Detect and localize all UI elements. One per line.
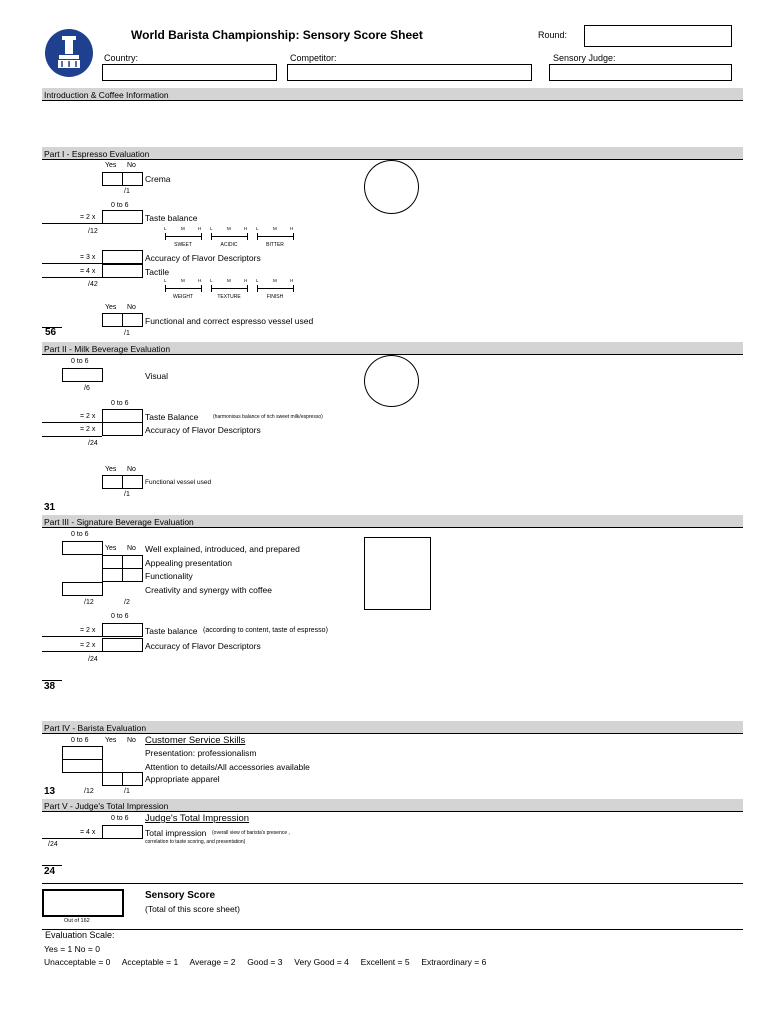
- scale-title: Evaluation Scale:: [45, 930, 115, 940]
- barista-item-3: Appropriate apparel: [145, 774, 220, 784]
- range-label: 0 to 6: [111, 202, 129, 209]
- part3-section-header: [42, 515, 743, 527]
- impression-label: Total impression: [145, 828, 207, 838]
- part2-section-header: [42, 342, 743, 354]
- subtotal-label: /12: [84, 599, 94, 606]
- vessel-label: Functional and correct espresso vessel used: [145, 316, 314, 326]
- customer-service-title: Customer Service Skills: [145, 735, 246, 746]
- multiplier-label: = 2 x: [80, 642, 96, 649]
- score-line: [42, 223, 102, 224]
- professionalism-score-box[interactable]: [62, 746, 103, 760]
- divider: [42, 733, 743, 734]
- high-mark: H: [290, 226, 294, 231]
- signature-drawing-box: [364, 537, 431, 610]
- sig-item-3: Functionality: [145, 571, 193, 581]
- subtotal-label: /42: [88, 281, 98, 288]
- round-input[interactable]: [584, 25, 732, 47]
- weight-scale: [164, 278, 202, 304]
- part4-total: 13: [44, 786, 56, 797]
- sig-taste-score-box[interactable]: [102, 623, 143, 637]
- tactile-label: Tactile: [145, 267, 170, 277]
- subtotal-label: /12: [88, 228, 98, 235]
- total-line: [42, 327, 62, 328]
- impression-title: Judge's Total Impression: [145, 813, 250, 824]
- sig-item-4: Creativity and synergy with coffee: [145, 585, 272, 595]
- no-label: No: [127, 162, 136, 169]
- taste-balance-score-box[interactable]: [102, 210, 143, 224]
- part1-total: 56: [45, 327, 57, 338]
- medium-mark: M: [273, 278, 277, 283]
- tactile-score-box[interactable]: [102, 264, 143, 278]
- judge-label: Sensory Judge:: [553, 53, 616, 63]
- score-line: [42, 838, 102, 839]
- milk-vessel-no-box[interactable]: [122, 475, 143, 489]
- barista-item-2: Attention to details/All accessories available: [145, 762, 310, 772]
- part4-section-header: [42, 721, 743, 733]
- milk-taste-note: (harmonious balance of rich sweet milk/espresso): [213, 414, 323, 420]
- multiplier-label: = 3 x: [80, 254, 96, 261]
- sweet-scale: [164, 226, 202, 252]
- part3-heading: Part III - Signature Beverage Evaluation: [44, 517, 194, 527]
- score-line: [42, 436, 102, 437]
- apparel-yes-box[interactable]: [102, 772, 123, 786]
- milk-accuracy-score-box[interactable]: [102, 422, 143, 436]
- no-label: No: [127, 304, 136, 311]
- no-label: No: [127, 466, 136, 473]
- milk-taste-score-box[interactable]: [102, 409, 143, 423]
- intro-section-header: [42, 88, 743, 100]
- finish-scale-label: FINISH: [266, 294, 284, 300]
- details-score-box[interactable]: [62, 759, 103, 773]
- subtotal-label: /24: [88, 656, 98, 663]
- milk-vessel-label: Functional vessel used: [145, 479, 212, 486]
- range-label: 0 to 6: [111, 815, 129, 822]
- subtotal-label: /2: [124, 599, 130, 606]
- crema-yes-box[interactable]: [102, 172, 123, 186]
- multiplier-label: = 4 x: [80, 268, 96, 275]
- subtotal-label: /1: [124, 788, 130, 795]
- medium-mark: M: [227, 226, 231, 231]
- judge-input[interactable]: [549, 64, 732, 81]
- intro-heading: Introduction & Coffee Information: [44, 90, 169, 100]
- score-line: [42, 636, 102, 637]
- taste-balance-label: Taste balance: [145, 213, 198, 223]
- scale-yesno: Yes = 1 No = 0: [44, 944, 100, 954]
- crema-circle: [364, 160, 419, 214]
- sensory-score-subtitle: (Total of this score sheet): [145, 904, 240, 914]
- acidic-scale-label: ACIDIC: [220, 242, 238, 248]
- score-line: [42, 263, 102, 264]
- yes-label: Yes: [105, 545, 117, 552]
- low-mark: L: [164, 278, 167, 283]
- page-title: World Barista Championship: Sensory Score Sheet: [131, 28, 423, 42]
- bitter-scale-label: BITTER: [266, 242, 284, 248]
- explained-score-box[interactable]: [62, 541, 103, 555]
- low-mark: L: [210, 226, 213, 231]
- high-mark: H: [198, 226, 202, 231]
- yes-label: Yes: [105, 304, 117, 311]
- bitter-scale: [256, 226, 294, 252]
- range-label: 0 to 6: [71, 358, 89, 365]
- range-label: 0 to 6: [111, 400, 129, 407]
- multiplier-label: = 2 x: [80, 627, 96, 634]
- visual-score-box[interactable]: [62, 368, 103, 382]
- creativity-score-box[interactable]: [62, 582, 103, 596]
- sig-accuracy-label: Accuracy of Flavor Descriptors: [145, 641, 261, 651]
- medium-mark: M: [181, 278, 185, 283]
- range-label: 0 to 6: [71, 531, 89, 538]
- sweet-scale-label: SWEET: [174, 242, 192, 248]
- part4-heading: Part IV - Barista Evaluation: [44, 723, 147, 733]
- finish-scale: [256, 278, 294, 304]
- wbc-logo: [45, 29, 93, 77]
- yes-label: Yes: [105, 737, 117, 744]
- low-mark: L: [256, 278, 259, 283]
- no-label: No: [127, 737, 136, 744]
- visual-label: Visual: [145, 371, 168, 381]
- functionality-no-box[interactable]: [122, 568, 143, 582]
- multiplier-label: = 2 x: [80, 426, 96, 433]
- milk-circle: [364, 355, 419, 407]
- multiplier-label: = 2 x: [80, 413, 96, 420]
- range-label: 0 to 6: [111, 613, 129, 620]
- sensory-score-box[interactable]: [42, 889, 124, 917]
- accuracy-score-box[interactable]: [102, 250, 143, 264]
- accuracy-label: Accuracy of Flavor Descriptors: [145, 253, 261, 263]
- milk-accuracy-label: Accuracy of Flavor Descriptors: [145, 425, 261, 435]
- vessel-max: /1: [124, 330, 130, 337]
- medium-mark: M: [273, 226, 277, 231]
- yes-label: Yes: [105, 466, 117, 473]
- apparel-no-box[interactable]: [122, 772, 143, 786]
- sig-accuracy-score-box[interactable]: [102, 638, 143, 652]
- divider: [42, 883, 743, 884]
- functionality-yes-box[interactable]: [102, 568, 123, 582]
- vessel-yes-box[interactable]: [102, 313, 123, 327]
- range-label: 0 to 6: [71, 737, 89, 744]
- competitor-input[interactable]: [287, 64, 532, 81]
- divider: [42, 527, 743, 528]
- high-mark: H: [198, 278, 202, 283]
- divider: [42, 929, 743, 930]
- impression-note-2: correlation to taste scoring, and presentation): [145, 839, 246, 845]
- presentation-no-box[interactable]: [122, 555, 143, 569]
- subtotal-label: /24: [88, 440, 98, 447]
- part3-total: 38: [44, 681, 56, 692]
- high-mark: H: [244, 278, 248, 283]
- part2-heading: Part II - Milk Beverage Evaluation: [44, 344, 171, 354]
- subtotal-label: /24: [48, 841, 58, 848]
- sig-item-1: Well explained, introduced, and prepared: [145, 544, 300, 554]
- sensory-score-title: Sensory Score: [145, 890, 216, 901]
- subtotal-label: /12: [84, 788, 94, 795]
- score-line: [42, 651, 102, 652]
- medium-mark: M: [181, 226, 185, 231]
- score-line: [42, 422, 102, 423]
- impression-score-box[interactable]: [102, 825, 143, 839]
- part2-total: 31: [44, 502, 56, 513]
- competitor-label: Competitor:: [290, 53, 337, 63]
- yes-label: Yes: [105, 162, 117, 169]
- barista-item-1: Presentation: professionalism: [145, 748, 257, 758]
- low-mark: L: [210, 278, 213, 283]
- country-label: Country:: [104, 53, 139, 63]
- country-input[interactable]: [102, 64, 277, 81]
- texture-scale-label: TEXTURE: [217, 294, 241, 300]
- low-mark: L: [164, 226, 167, 231]
- divider: [42, 100, 743, 101]
- score-line: [42, 277, 102, 278]
- vessel-no-box[interactable]: [122, 313, 143, 327]
- texture-scale: [210, 278, 248, 304]
- part5-heading: Part V - Judge's Total Impression: [44, 801, 169, 811]
- presentation-yes-box[interactable]: [102, 555, 123, 569]
- low-mark: L: [256, 226, 259, 231]
- part5-total: 24: [44, 866, 56, 877]
- part5-section-header: [42, 799, 743, 811]
- out-of-label: Out of 162: [64, 918, 90, 924]
- high-mark: H: [290, 278, 294, 283]
- no-label: No: [127, 545, 136, 552]
- visual-max: /6: [84, 385, 90, 392]
- scale-levels: Unacceptable = 0 Acceptable = 1 Average = 2 Good = 3 Very Good = 4 Excellent = 5 Extraordinary = 6: [44, 957, 487, 967]
- part1-section-header: [42, 147, 743, 159]
- high-mark: H: [244, 226, 248, 231]
- medium-mark: M: [227, 278, 231, 283]
- sig-taste-label: Taste balance: [145, 626, 198, 636]
- milk-vessel-yes-box[interactable]: [102, 475, 123, 489]
- sig-item-2: Appealing presentation: [145, 558, 232, 568]
- milk-taste-label: Taste Balance: [145, 412, 199, 422]
- sig-taste-note: (according to content, taste of espresso): [203, 627, 328, 634]
- impression-note-1: (overall view of barista's presence ,: [212, 830, 290, 836]
- crema-max: /1: [124, 188, 130, 195]
- acidic-scale: [210, 226, 248, 252]
- weight-scale-label: WEIGHT: [173, 294, 193, 300]
- round-label: Round:: [538, 30, 568, 40]
- crema-no-box[interactable]: [122, 172, 143, 186]
- crema-label: Crema: [145, 174, 171, 184]
- multiplier-label: = 4 x: [80, 829, 96, 836]
- multiplier-label: = 2 x: [80, 214, 96, 221]
- part1-heading: Part I - Espresso Evaluation: [44, 149, 150, 159]
- divider: [42, 811, 743, 812]
- tamper-icon: [45, 29, 93, 77]
- milk-vessel-max: /1: [124, 491, 130, 498]
